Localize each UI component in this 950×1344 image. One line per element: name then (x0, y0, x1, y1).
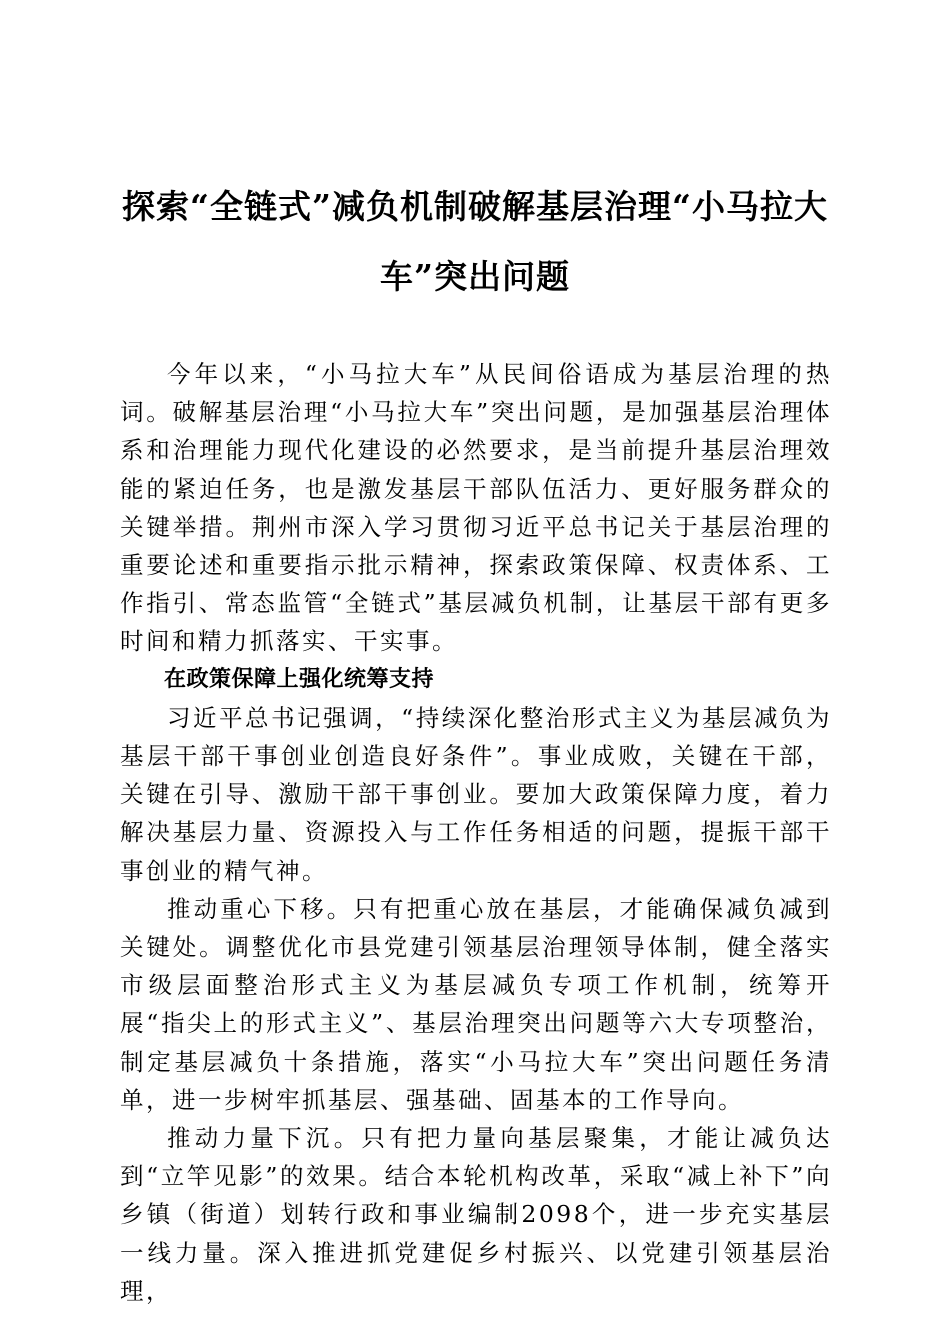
body-paragraph: 推动力量下沉。只有把力量向基层聚集，才能让减负达到“立竿见影”的效果。结合本轮机构改革，采取“减上补下”向乡镇（街道）划转行政和事业编制2098个，进一步充实基层一线力量。深入推进抓党建促乡村振兴、以党建引领基层治理， (120, 1124, 832, 1305)
section-heading: 在政策保障上强化统筹支持 (164, 666, 435, 692)
intro-paragraph: 今年以来，“小马拉大车”从民间俗语成为基层治理的热词。破解基层治理“小马拉大车”突出问题，是加强基层治理体系和治理能力现代化建设的必然要求，是当前提升基层治理效能的紧迫任务，也是激发基层干部队伍活力、更好服务群众的关键举措。荆州市深入学习贯彻习近平总书记关于基层治理的重要论述和重要指示批示精神，探索政策保障、权责体系、工作指引、常态监管“全链式”基层减负机制，让基层干部有更多时间和精力抓落实、干实事。 (120, 360, 832, 656)
body-paragraph: 习近平总书记强调，“持续深化整治形式主义为基层减负为基层干部干事创业创造良好条件”。事业成败，关键在干部，关键在引导、激励干部干事创业。要加大政策保障力度，着力解决基层力量、资源投入与工作任务相适的问题，提振干部干事创业的精气神。 (120, 703, 832, 885)
document-title: 探索“全链式”减负机制破解基层治理“小马拉大车”突出问题 (122, 187, 828, 296)
body-paragraph: 推动重心下移。只有把重心放在基层，才能确保减负减到关键处。调整优化市县党建引领基层治理领导体制，健全落实市级层面整治形式主义为基层减负专项工作机制，统筹开展“指尖上的形式主义”、基层治理突出问题等六大专项整治，制定基层减负十条措施，落实“小马拉大车”突出问题任务清单，进一步树牢抓基层、强基础、固基本的工作导向。 (120, 894, 832, 1114)
document-body (120, 355, 832, 1310)
